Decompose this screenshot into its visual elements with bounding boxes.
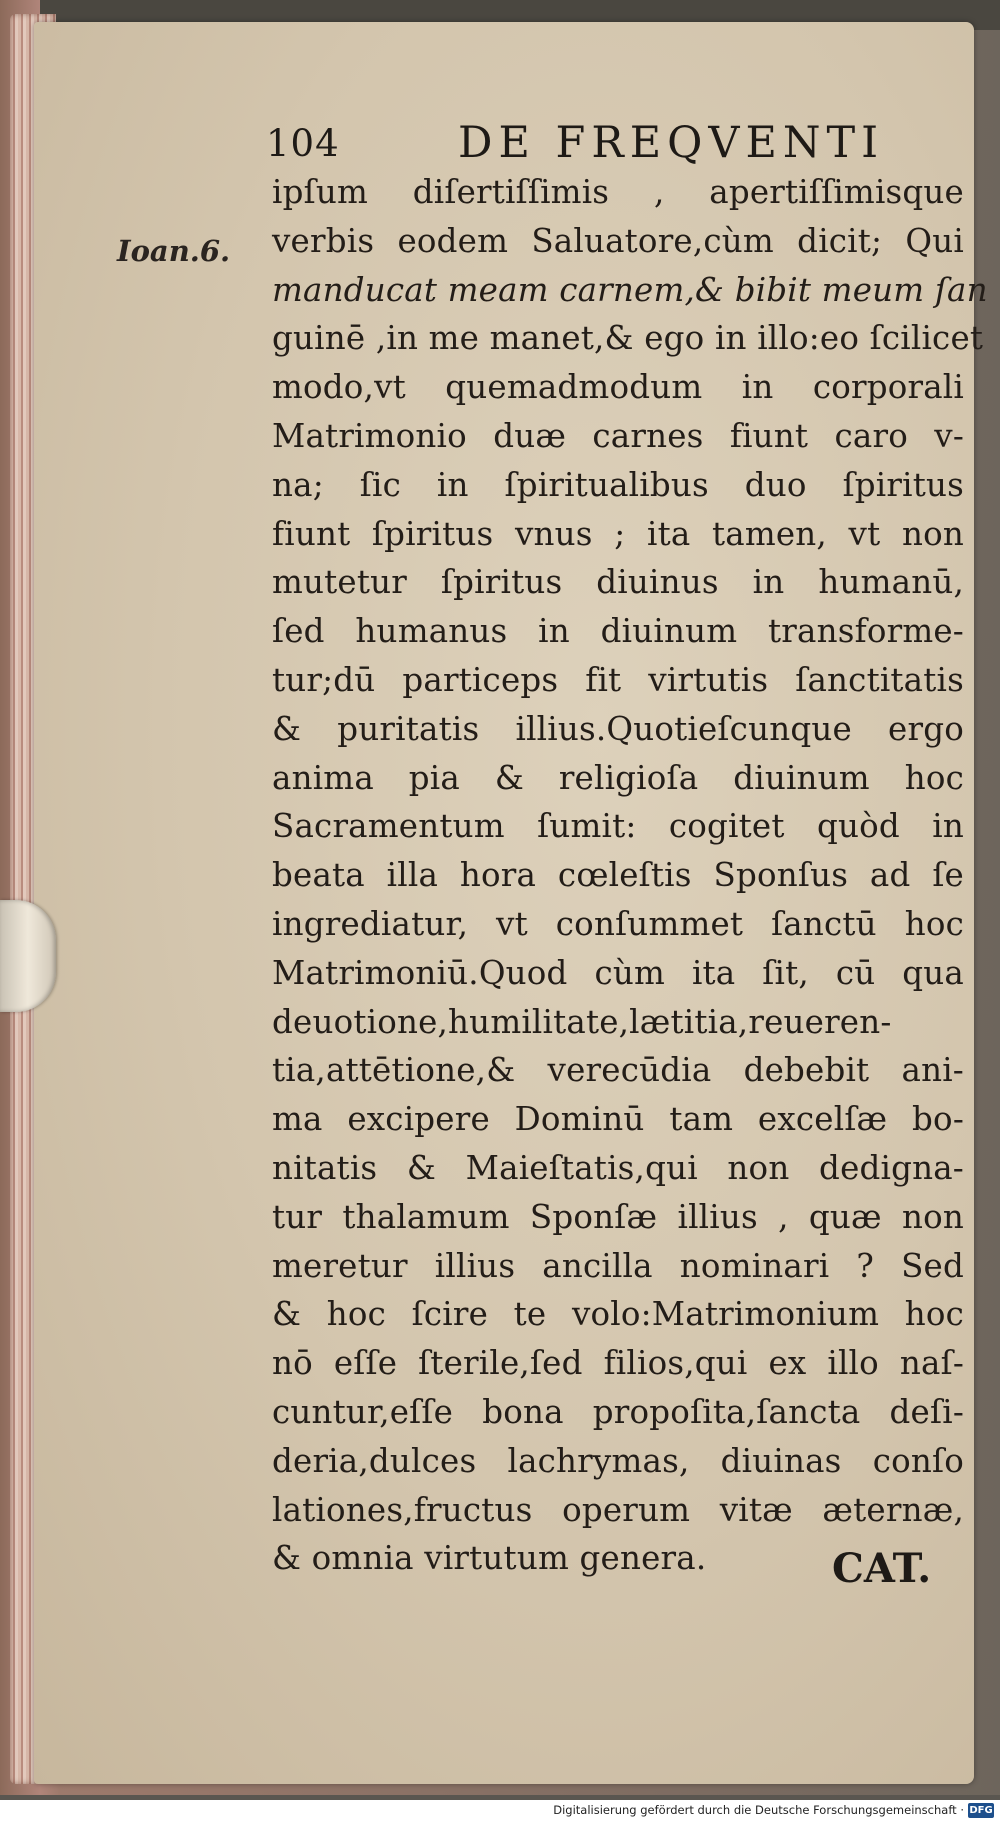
text-line: tur;dū particeps fit virtutis ſanctitatis xyxy=(272,660,964,699)
text-line: ipſum diſertiſſimis , apertiſſimisque xyxy=(272,173,964,211)
footer-credit: Digitalisierung gefördert durch die Deutsche Forschungsgemeinschaft · xyxy=(553,1803,964,1817)
text-line: nitatis & Maieſtatis,qui non dedigna- xyxy=(272,1148,964,1187)
text-line: modo,vt quemadmodum in corporali xyxy=(272,368,964,407)
text-line: tur thalamum Sponſæ illius , quæ non xyxy=(272,1197,964,1236)
text-line: deria,dulces lachrymas, diuinas conſo xyxy=(272,1441,964,1480)
text-line: anima pia & religioſa diuinum hoc xyxy=(272,758,964,797)
running-title: DE FREQVENTI xyxy=(458,118,885,168)
text-line: cuntur,eſſe bona propoſita,ſancta deſi- xyxy=(272,1392,964,1431)
text-line: ſed humanus in diuinum transforme- xyxy=(272,612,964,651)
text-line: Matrimoniū.Quod cùm ita ſit, cū qua xyxy=(272,953,964,992)
page-number: 104 xyxy=(266,122,340,165)
text-line: meretur illius ancilla nominari ? Sed xyxy=(272,1246,964,1285)
page-clip xyxy=(0,900,56,1012)
text-line: tia,attētione,& verecūdia debebit ani- xyxy=(272,1051,964,1090)
text-line: fiunt ſpiritus vnus ; ita tamen, vt non xyxy=(272,514,964,553)
text-line: Matrimonio duæ carnes fiunt caro v- xyxy=(272,416,964,455)
text-line: mutetur ſpiritus diuinus in humanū, xyxy=(272,563,964,602)
text-line: nō eſſe ſterile,ſed filios,qui ex illo naſ- xyxy=(272,1344,964,1383)
text-line: Sacramentum ſumit: cogitet quòd in xyxy=(272,807,964,846)
body-text xyxy=(272,168,988,1583)
text-line-italic: manducat meam carnem,& bibit meum ſan xyxy=(272,270,988,309)
margin-note: Ioan.6. xyxy=(117,234,231,268)
text-line: verbis eodem Saluatore,cùm dicit; Qui xyxy=(272,221,964,260)
text-line: & hoc ſcire te volo:Matrimonium hoc xyxy=(272,1295,964,1334)
footer-bar xyxy=(0,1800,1000,1822)
text-line: & puritatis illius.Quotieſcunque ergo xyxy=(272,709,964,748)
text-line: deuotione,humilitate,lætitia,reueren- xyxy=(272,1002,892,1041)
text-line: na; ſic in ſpiritualibus duo ſpiritus xyxy=(272,465,964,504)
catchword: CAT. xyxy=(832,1545,932,1592)
dfg-logo: DFG xyxy=(969,1805,993,1816)
text-line: ma excipere Dominū tam excelſæ bo- xyxy=(272,1100,964,1139)
text-line: lationes,fructus operum vitæ æternæ, xyxy=(272,1490,964,1529)
text-line: & omnia virtutum genera. xyxy=(272,1539,707,1578)
text-line: guinē ,in me manet,& ego in illo:eo ſcilicet xyxy=(272,319,984,358)
text-line: beata illa hora cœleſtis Sponſus ad ſe xyxy=(272,856,964,895)
text-line: ingrediatur, vt conſummet ſanctū hoc xyxy=(272,904,964,943)
